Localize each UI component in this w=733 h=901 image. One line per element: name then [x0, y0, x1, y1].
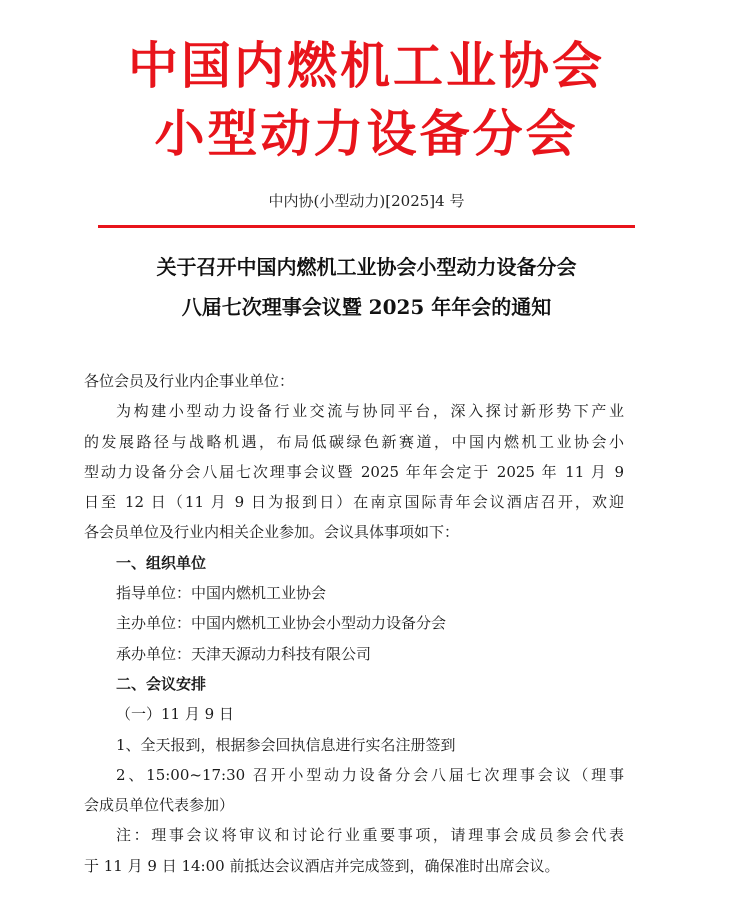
intro-line: 日至 12 日（11 月 9 日为报到日）在南京国际青年会议酒店召开，欢迎: [84, 493, 624, 512]
intro-line: 型动力设备分会八届七次理事会议暨 2025 年年会定于 2025 年 11 月 9: [84, 462, 624, 481]
day1-heading: （一）11 月 9 日: [116, 705, 234, 724]
document-number: 中内协(小型动力)[2025]4 号: [268, 192, 465, 210]
schedule-item-2-line2: 会成员单位代表参加）: [84, 796, 235, 815]
schedule-item-1: 1、全天报到，根据参会回执信息进行实名注册签到: [116, 735, 456, 754]
issuer-title-line2: 小型动力设备分会: [154, 104, 579, 163]
salutation: 各位会员及行业内企事业单位：: [84, 372, 295, 390]
notice-title-line1: 关于召开中国内燃机工业协会小型动力设备分会: [156, 255, 577, 279]
organizer-unit: 承办单位：天津天源动力科技有限公司: [116, 644, 372, 663]
notice-title-line2: 八届七次理事会议暨 2025 年年会的通知: [181, 295, 552, 319]
schedule-item-2-line1: 2、15:00~17:30 召开小型动力设备分会八届七次理事会议（理事: [116, 765, 624, 784]
issuer-title-line1: 中国内燃机工业协会: [128, 36, 605, 95]
section-heading-organizers: 一、组织单位: [116, 553, 207, 572]
intro-line: 的发展路径与战略机遇，布局低碳绿色新赛道，中国内燃机工业协会小: [84, 432, 624, 451]
intro-line: 为构建小型动力设备行业交流与协同平台，深入探讨新形势下产业: [116, 402, 624, 421]
guide-unit: 指导单位：中国内燃机工业协会: [116, 584, 327, 603]
section-heading-schedule: 二、会议安排: [116, 674, 207, 693]
note-line1: 注：理事会议将审议和讨论行业重要事项，请理事会成员参会代表: [116, 826, 624, 845]
note-line2: 于 11 月 9 日 14:00 前抵达会议酒店并完成签到，确保准时出席会议。: [84, 856, 560, 875]
red-divider-line: [98, 225, 635, 228]
notice-body: [84, 366, 624, 881]
intro-line: 各会员单位及行业内相关企业参加。会议具体事项如下：: [84, 523, 460, 542]
host-unit: 主办单位：中国内燃机工业协会小型动力设备分会: [116, 614, 447, 633]
